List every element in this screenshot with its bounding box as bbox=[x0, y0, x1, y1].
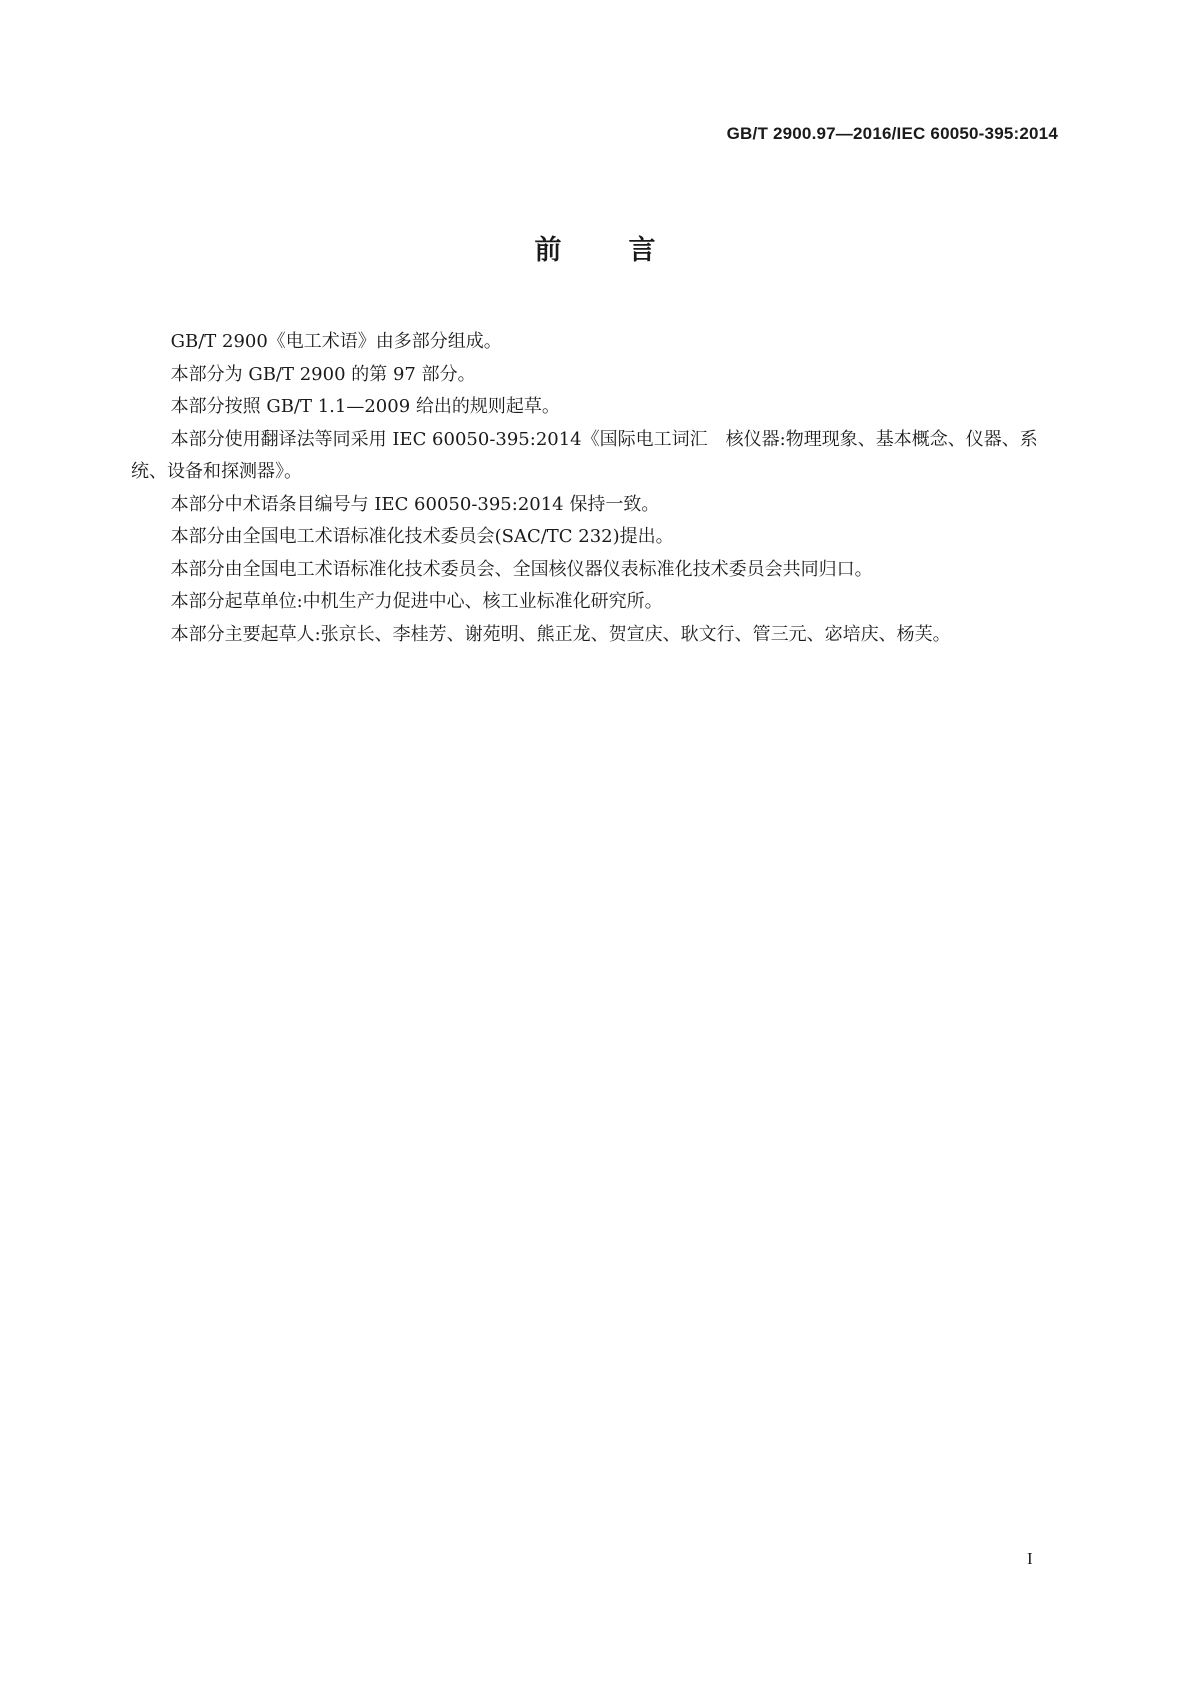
foreword-paragraph-5: 本部分中术语条目编号与 IEC 60050-395:2014 保持一致。 bbox=[170, 493, 660, 515]
foreword-paragraph-8: 本部分起草单位:中机生产力促进中心、核工业标准化研究所。 bbox=[170, 591, 663, 612]
foreword-paragraph-3: 本部分按照 GB/T 1.1—2009 给出的规则起草。 bbox=[170, 396, 560, 417]
foreword-paragraph-7: 本部分由全国电工术语标准化技术委员会、全国核仪器仪表标准化技术委员会共同归口。 bbox=[170, 558, 873, 580]
page-title-part-1: 前 bbox=[534, 235, 563, 266]
page-title-part-2: 言 bbox=[628, 235, 657, 266]
standard-code-header: GB/T 2900.97—2016/IEC 60050-395:2014 bbox=[726, 124, 1058, 143]
foreword-paragraph-6: 本部分由全国电工术语标准化技术委员会(SAC/TC 232)提出。 bbox=[170, 526, 674, 547]
foreword-paragraph-4: 本部分使用翻译法等同采用 IEC 60050-395:2014《国际电工词汇 核仪器:物理现象、基本概念、仪器、系统、设备和探测器》。 bbox=[131, 428, 1038, 482]
foreword-paragraph-2: 本部分为 GB/T 2900 的第 97 部分。 bbox=[170, 363, 476, 385]
foreword-paragraph-1: GB/T 2900《电工术语》由多部分组成。 bbox=[170, 331, 502, 352]
page-number: I bbox=[1027, 1549, 1033, 1568]
foreword-paragraph-9: 本部分主要起草人:张京长、李桂芳、谢苑明、熊正龙、贺宣庆、耿文行、管三元、宓培庆、杨芙。 bbox=[170, 623, 951, 645]
page-title bbox=[0, 228, 1191, 267]
foreword-body bbox=[131, 326, 1059, 651]
